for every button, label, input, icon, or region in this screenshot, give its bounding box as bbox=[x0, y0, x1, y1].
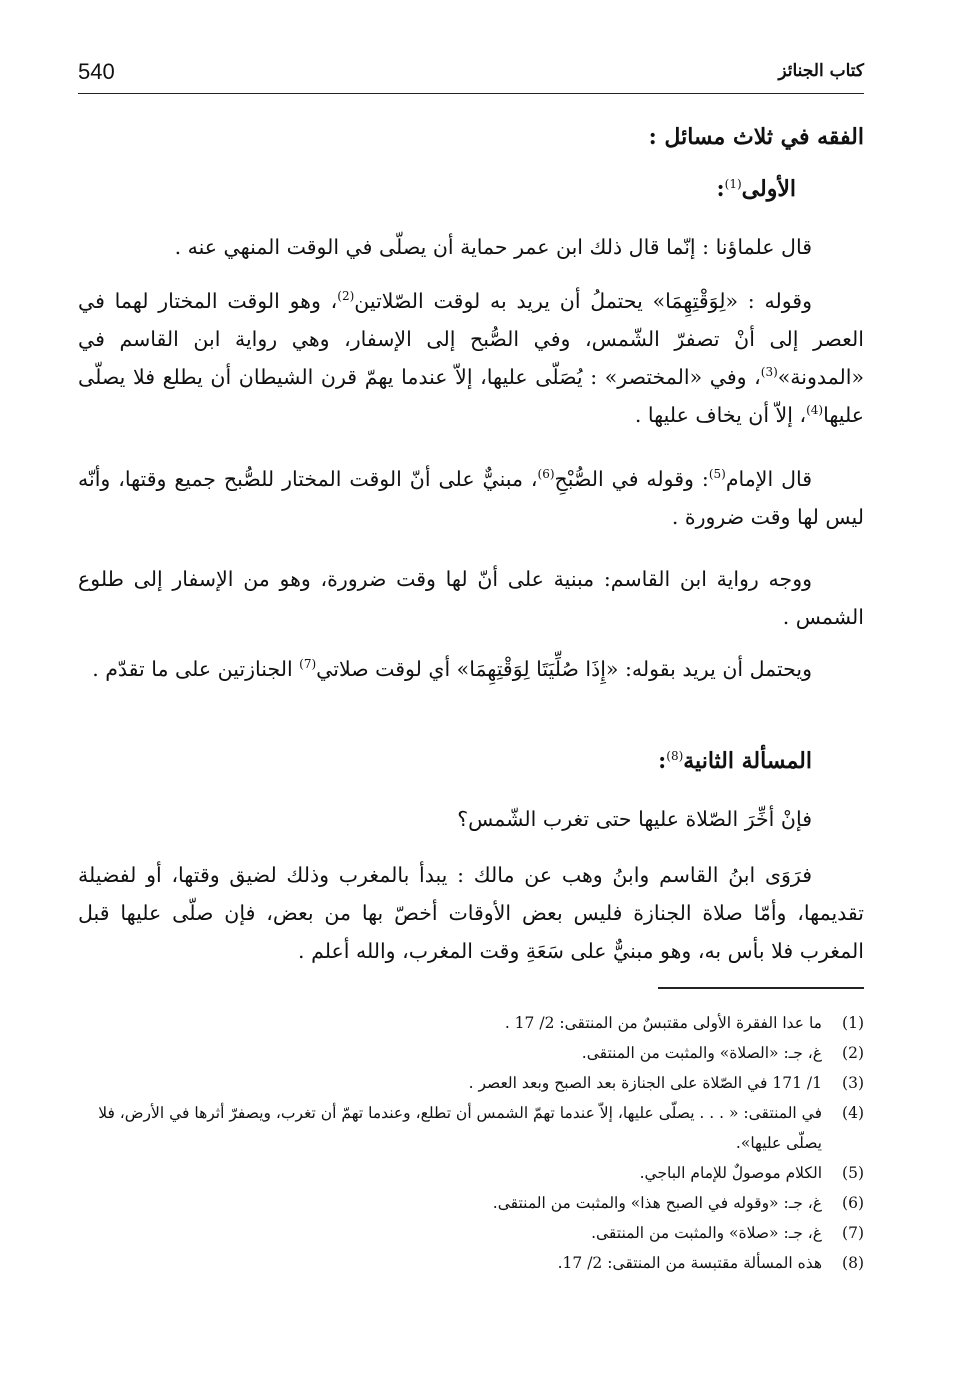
footnote-text: غ، جـ: «الصلاة» والمثبت من المنتقى. bbox=[581, 1044, 822, 1062]
paragraph-3-part-b: : وقوله في الصُّبْحِ bbox=[554, 467, 709, 491]
paragraph-5-part-a: ويحتمل أن يريد بقوله: «إِذَا صُلِّيَتَا لِوَقْتِهِمَا» أي لوقت صلاتي bbox=[316, 657, 812, 681]
heading-first: الأولى$^{(1)}$: bbox=[716, 176, 796, 202]
footnote-number: (1) bbox=[842, 1014, 864, 1032]
footnote-separator bbox=[658, 987, 864, 989]
paragraph-2 bbox=[78, 282, 864, 434]
footnote-item bbox=[78, 1248, 864, 1278]
footnote-number: (6) bbox=[842, 1194, 864, 1212]
footnote-text: 1/ 171 في الصّلاة على الجنازة بعد الصبح وبعد العصر . bbox=[468, 1074, 822, 1092]
footnote-text: ما عدا الفقرة الأولى مقتبسٌ من المنتقى: 2/ 17 . bbox=[504, 1014, 822, 1032]
footnote-text: غ، جـ: «وقوله في الصبح هذا» والمثبت من المنتقى. bbox=[492, 1194, 822, 1212]
heading-main bbox=[78, 118, 864, 156]
footnote-number: (8) bbox=[842, 1254, 864, 1272]
footnote-number: (4) bbox=[842, 1104, 864, 1122]
running-title: كتاب الجنائز bbox=[778, 61, 864, 81]
footnote-number: (3) bbox=[842, 1074, 864, 1092]
footnote-ref-4: (4) bbox=[806, 403, 824, 418]
footnote-item bbox=[78, 1068, 864, 1098]
paragraph-4 bbox=[78, 560, 864, 636]
paragraph-5 bbox=[78, 650, 864, 688]
paragraph-2-part-a: وقوله : «لِوَقْتِهِمَا» يحتملُ أن يريد به لوقت الصّلاتين bbox=[354, 289, 812, 313]
footnote-ref-8: (8) bbox=[666, 749, 684, 764]
paragraph-3-part-a: قال الإمام bbox=[725, 467, 813, 491]
footnotes bbox=[78, 1008, 864, 1278]
paragraph-6-text: فإنْ أخِّرَ الصّلاة عليها حتى تغرب الشّمس؟ bbox=[457, 807, 812, 831]
footnote-item bbox=[78, 1098, 864, 1158]
footnote-ref-2: (2) bbox=[337, 289, 355, 304]
footnote-ref-7: (7) bbox=[299, 657, 317, 672]
paragraph-2-part-c: ، وفي «المختصر» : يُصَلّى عليها، إلاّ عندما يهمّ قرن الشيطان أن يطلع فلا يصلّى عليها bbox=[78, 365, 864, 427]
footnote-item bbox=[78, 1038, 864, 1068]
paragraph-6 bbox=[78, 800, 864, 838]
paragraph-3-part-c: ، مبنيٌّ على أنّ الوقت المختار للصُّبح جميع وقتها، وأنّه ليس لها وقت ضرورة . bbox=[78, 467, 864, 529]
paragraph-4-text: ووجه رواية ابن القاسم: مبنية على أنّ لها وقت ضرورة، وهو من الإسفار إلى طلوع الشمس . bbox=[78, 567, 864, 629]
header-rule bbox=[78, 93, 864, 94]
paragraph-2-part-b: ، وهو الوقت المختار لهما في العصر إلى أنْ تصفرّ الشّمس، وفي الصُّبح إلى الإسفار، وهي رواية ابن القاسم في «المدونة» bbox=[78, 289, 864, 389]
footnote-ref-3: (3) bbox=[760, 365, 778, 380]
page-number: 540 bbox=[78, 59, 115, 84]
paragraph-5-part-b: الجنازتين على ما تقدّم . bbox=[92, 657, 300, 681]
footnote-number: (7) bbox=[842, 1224, 864, 1242]
heading-main-text: الفقه في ثلاث مسائل : bbox=[648, 124, 864, 150]
footnote-ref-6: (6) bbox=[537, 467, 555, 482]
paragraph-2-part-d: ، إلاّ أن يخاف عليها . bbox=[634, 403, 807, 427]
footnote-text: هذه المسألة مقتبسة من المنتقى: 2/ 17. bbox=[557, 1254, 822, 1272]
paragraph-1-text: قال علماؤنا : إنّما قال ذلك ابن عمر حماية أن يصلّى في الوقت المنهي عنه . bbox=[174, 235, 812, 259]
footnote-number: (5) bbox=[842, 1164, 864, 1182]
paragraph-7-text: فرَوَى ابنُ القاسم وابنُ وهب عن مالك : يبدأ بالمغرب وذلك لضيق وقتها، أو لفضيلة تقديمها، وأمّا صلاة الجنازة فليس بعض الأوقات أخصّ بها من بعض، فإن صلّى عليها قبل المغرب فلا بأس به، وهو مبنيٌّ على سَعَةِ وقت المغرب، والله أعلم . bbox=[78, 863, 864, 963]
footnote-item bbox=[78, 1218, 864, 1248]
footnote-item bbox=[78, 1158, 864, 1188]
footnote-ref-1: (1) bbox=[724, 177, 742, 192]
footnote-item bbox=[78, 1188, 864, 1218]
heading-second: المسألة الثانية$^{(8)}$: bbox=[658, 748, 812, 774]
footnote-text: في المنتقى: « . . . يصلّى عليها، إلاّ عندما تهمّ الشمس أن تطلع، وعندما تهمّ أن تغرب، ويصفرّ أثرها في الأرض، فلا يصلّى عليها». bbox=[98, 1104, 822, 1152]
paragraph-1 bbox=[78, 228, 864, 266]
footnote-item bbox=[78, 1008, 864, 1038]
heading-first-text: الأولى bbox=[741, 176, 796, 202]
footnote-number: (2) bbox=[842, 1044, 864, 1062]
paragraph-3 bbox=[78, 460, 864, 536]
heading-second-text: المسألة الثانية bbox=[683, 748, 812, 774]
footnote-text: غ، جـ: «صلاة» والمثبت من المنتقى. bbox=[591, 1224, 822, 1242]
page-header bbox=[78, 55, 864, 95]
footnote-text: الكلام موصولٌ للإمام الباجي. bbox=[639, 1164, 822, 1182]
paragraph-7 bbox=[78, 856, 864, 970]
footnote-ref-5: (5) bbox=[708, 467, 726, 482]
